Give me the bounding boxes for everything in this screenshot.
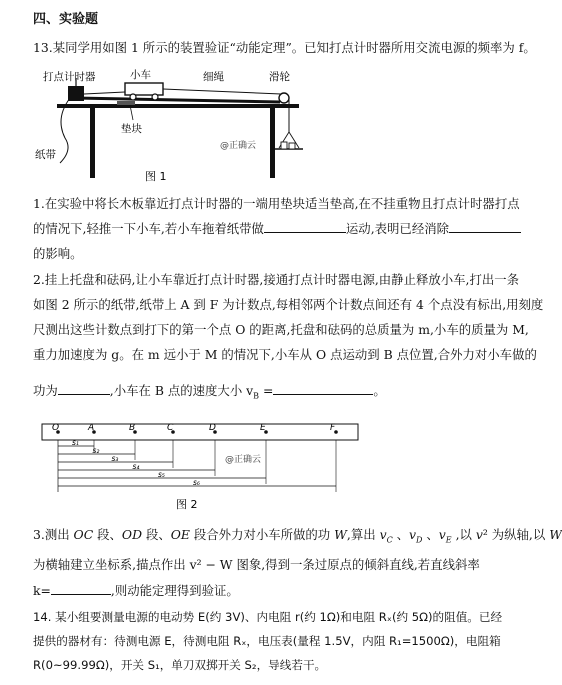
watermark-fig1: @正确云 [220, 141, 257, 151]
table-leg-right [270, 108, 275, 178]
distance-label-6: s₆ [193, 478, 200, 487]
timer-body [68, 86, 84, 101]
q13-p3-line3: k= ,则动能定理得到验证。 [33, 583, 239, 598]
section-title: 四、实验题 [33, 12, 99, 27]
q13-p2-line1: 2.挂上托盘和砝码,让小车靠近打点计时器,接通打点计时器电源,由静止释放小车,打出一条 [33, 272, 520, 287]
tape-point-label-E: E [260, 423, 266, 433]
caption-fig2: 图 2 [176, 498, 198, 511]
blank-slope[interactable] [51, 583, 111, 595]
cart-wheel-left [130, 94, 136, 100]
tape-point-label-D: D [209, 423, 216, 433]
distance-label-5: s₅ [158, 470, 165, 479]
pulley [279, 93, 289, 103]
q14-line1: 14. 某小组要测量电源的电动势 E(约 3V)、内电阻 r(约 1Ω)和电阻 Rₓ(约 5Ω)的阻值。已经 [33, 610, 503, 624]
q13-p2-line5: 功为 ,小车在 B 点的速度大小 $v_B$ = 。 [33, 383, 386, 401]
tape-point-label-O: O [52, 423, 60, 433]
q13-intro: 13.某同学用如图 1 所示的装置验证“动能定理”。已知打点计时器所用交流电源的频率为 f。 [33, 40, 536, 55]
q13-p2-line4: 重力加速度为 g。在 m 远小于 M 的情况下,小车从 O 点运动到 B 点位置,合外力对小车做的 [33, 347, 537, 362]
q13-p3-line2: 为横轴建立坐标系,描点作出 v² − W 图象,得到一条过原点的倾斜直线,若直线斜率 [33, 557, 480, 572]
q13-p1-line3: 的影响。 [33, 246, 83, 261]
q13-p2-line3: 尺测出这些计数点到打下的第一个点 O 的距离,托盘和砝码的总质量为 m,小车的质量为 M, [33, 322, 529, 337]
tape-point-label-C: C [167, 423, 174, 433]
distance-label-2: s₂ [92, 446, 100, 455]
figure-1-apparatus [35, 68, 315, 188]
blank-work[interactable] [58, 383, 110, 395]
blank-motion[interactable] [264, 221, 346, 233]
label-cart: 小车 [130, 69, 151, 81]
blank-velocity[interactable] [273, 383, 373, 395]
tape-point-label-A: A [88, 423, 95, 433]
distance-label-3: s₃ [111, 454, 119, 463]
distance-label-4: s₄ [132, 462, 140, 471]
figure-2-tape [40, 418, 360, 510]
label-tape: 纸带 [35, 149, 56, 161]
cart-wheel-right [152, 94, 158, 100]
table-top [57, 104, 299, 108]
long-board [75, 98, 280, 102]
q13-p3-line1: 3.测出 OC 段、OD 段、OE 段合外力对小车所做的功 W,算出 $v_C$ 、$v_D$ 、$v_E$ ,以 v² 为纵轴,以 W [33, 527, 562, 545]
tape-point-label-B: B [129, 423, 136, 433]
label-block: 垫块 [121, 123, 142, 135]
rope [163, 89, 281, 94]
label-pulley: 滑轮 [269, 71, 290, 83]
cart-body [125, 83, 163, 95]
q14-line3: R(0~99.99Ω)，开关 S₁，单刀双掷开关 S₂，导线若干。 [33, 658, 327, 672]
blank-effect[interactable] [449, 221, 521, 233]
block [117, 101, 135, 105]
q13-p1-line2: 的情况下,轻推一下小车,若小车拖着纸带做 运动,表明已经消除 [33, 221, 521, 236]
table-leg-left [90, 108, 95, 178]
q13-p2-line2: 如图 2 所示的纸带,纸带上 A 到 F 为计数点,每相邻两个计数点间还有 4 个点没有标出,用刻度 [33, 297, 544, 312]
q14-line2: 提供的器材有：待测电源 E，待测电阻 Rₓ，电压表(量程 1.5V，内阻 R₁=1500Ω)，电阻箱 [33, 634, 501, 648]
caption-fig1: 图 1 [145, 170, 167, 183]
label-rope: 细绳 [203, 71, 224, 83]
watermark-fig2: @正确云 [225, 455, 262, 465]
tape-point-label-F: F [330, 423, 336, 433]
label-timer: 打点计时器 [43, 71, 96, 83]
q13-p1-line1: 1.在实验中将长木板靠近打点计时器的一端用垫块适当垫高,在不挂重物且打点计时器打点 [33, 196, 520, 211]
distance-label-1: s₁ [72, 438, 79, 447]
